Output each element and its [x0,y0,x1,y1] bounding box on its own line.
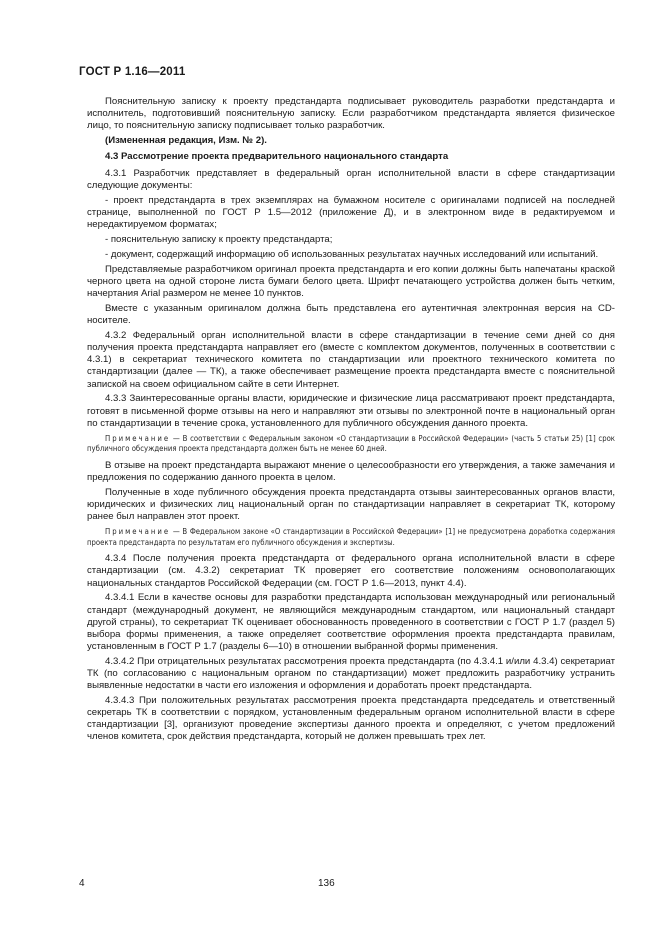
amendment-note: (Измененная редакция, Изм. № 2). [105,135,267,147]
paragraph: Представляемые разработчиком оригинал проекта предстандарта и его копии должны быть напечатаны краской черного цвета на одной стороне листа бумаги белого цвета. Шрифт печатающего устройства должен быть четким, начертания Arial размером не менее 10 пунктов. [87,264,615,300]
paragraph: 4.3.4.3 При положительных результатах рассмотрения проекта предстандарта председатель и ответственный секретарь ТК в соответствии с порядком, установленным федеральным органом исполнительной власти в сфере стандартизации [3], организуют проведение экспертизы данного проекта и определяют, с учетом предложений членов комитета, срок действия предстандарта, который не должен превышать трех лет. [87,694,615,743]
paragraph: 4.3.4 После получения проекта предстандарта от федерального органа исполнительной власти в сфере стандартизации (см. 4.3.2) секретариат ТК проверяет его соответствие положениям основополагающих национальных стандартов Российской Федерации (см. ГОСТ Р 1.6—2013, пункт 4.4). [87,553,615,589]
sheet-number: 136 [318,878,335,889]
note-text: — В соответствии с Федеральным законом «О стандартизации в Российской Федерации» (часть 5 статьи 25) [1] срок публичного обсуждения проекта предстандарта должен быть не менее 60 дней. [87,433,615,454]
note [87,527,615,548]
paragraph: 4.3.3 Заинтересованные органы власти, юридические и физические лица рассматривают проект предстандарта, готовят в письменной форме отзывы на него и направляют эти отзывы по электронной почте в национальный орган по стандартизации в течение срока, установленного для публичного обсуждения данного проекта. [87,393,615,429]
paragraph: Вместе с указанным оригиналом должна быть представлена его аутентичная электронная версия на CD-носителе. [87,303,615,327]
list-item: - документ, содержащий информацию об использованных результатах научных исследований или испытаний. [105,249,599,261]
paragraph: 4.3.4.2 При отрицательных результатах рассмотрения проекта предстандарта (по 4.3.4.1 и/или 4.3.4) секретариат ТК (по согласованию с национальным органом по стандартизации) может предложить разработчику устранить выявленные недостатки в части его изложения и оформления и доработать проект предстандарта. [87,655,615,691]
list-item: - проект предстандарта в трех экземплярах на бумажном носителе с оригиналами подписей на последней странице, выполненной по ГОСТ Р 1.5—2012 (приложение Д), и в электронном виде в редактируемом и нередактируемом форматах; [87,195,615,231]
note-text: — В Федеральном законе «О стандартизации в Российской Федерации» [1] не предусмотрена доработка содержания проекта предстандарта по результатам его публичного обсуждения и экспертизы. [87,527,615,547]
note-label: Примечание [105,433,171,443]
note-label: Примечание [105,527,171,537]
paragraph: 4.3.1 Разработчик представляет в федеральный орган исполнительной власти в сфере стандартизации следующие документы: [87,168,615,192]
document-body [87,96,615,746]
paragraph: Пояснительную записку к проекту предстандарта подписывает руководитель разработки предстандарта и исполнитель, подготовивший пояснительную записку. Если разработчиком предстандарта является физическое лицо, то пояснительную записку подписывает только разработчик. [87,96,615,132]
paragraph: 4.3.2 Федеральный орган исполнительной власти в сфере стандартизации в течение семи дней со дня получения проекта предстандарта направляет его (вместе с комплектом документов, полученных в соответствии с 4.3.1) в секретариат технического комитета по стандартизации или проектного технического комитета по стандартизации (далее — ТК), а также обеспечивает размещение проекта предстандарта вместе с пояснительной запиской на своем официальном сайте в сети Интернет. [87,330,615,390]
paragraph: В отзыве на проект предстандарта выражают мнение о целесообразности его утверждения, а также замечания и предложения по содержанию данного проекта в целом. [87,459,615,483]
page-number: 4 [79,878,85,889]
list-item: - пояснительную записку к проекту предстандарта; [105,234,333,246]
note [87,434,615,455]
section-heading: 4.3 Рассмотрение проекта предварительного национального стандарта [105,151,449,163]
document-header: ГОСТ Р 1.16—2011 [79,66,186,78]
paragraph: Полученные в ходе публичного обсуждения проекта предстандарта отзывы заинтересованных органов власти, юридических и физических лиц национальный орган по стандартизации направляет в секретариат ТК, которому ранее был направлен этот проект. [87,486,615,523]
paragraph: 4.3.4.1 Если в качестве основы для разработки предстандарта использован международный или региональный стандарт (международный документ, не являющийся международным стандартом, или национальный стандарт другой страны), то секретариат ТК оценивает обоснованность проведенного в соответствии с ГОСТ Р 1.7 (раздел 5) выбора формы применения, а также определяет соответствие оформления проекта предстандарта правилам, установленным в ГОСТ Р 1.7 (разделы 6—10) в отношении выбранной формы применения. [87,592,615,652]
